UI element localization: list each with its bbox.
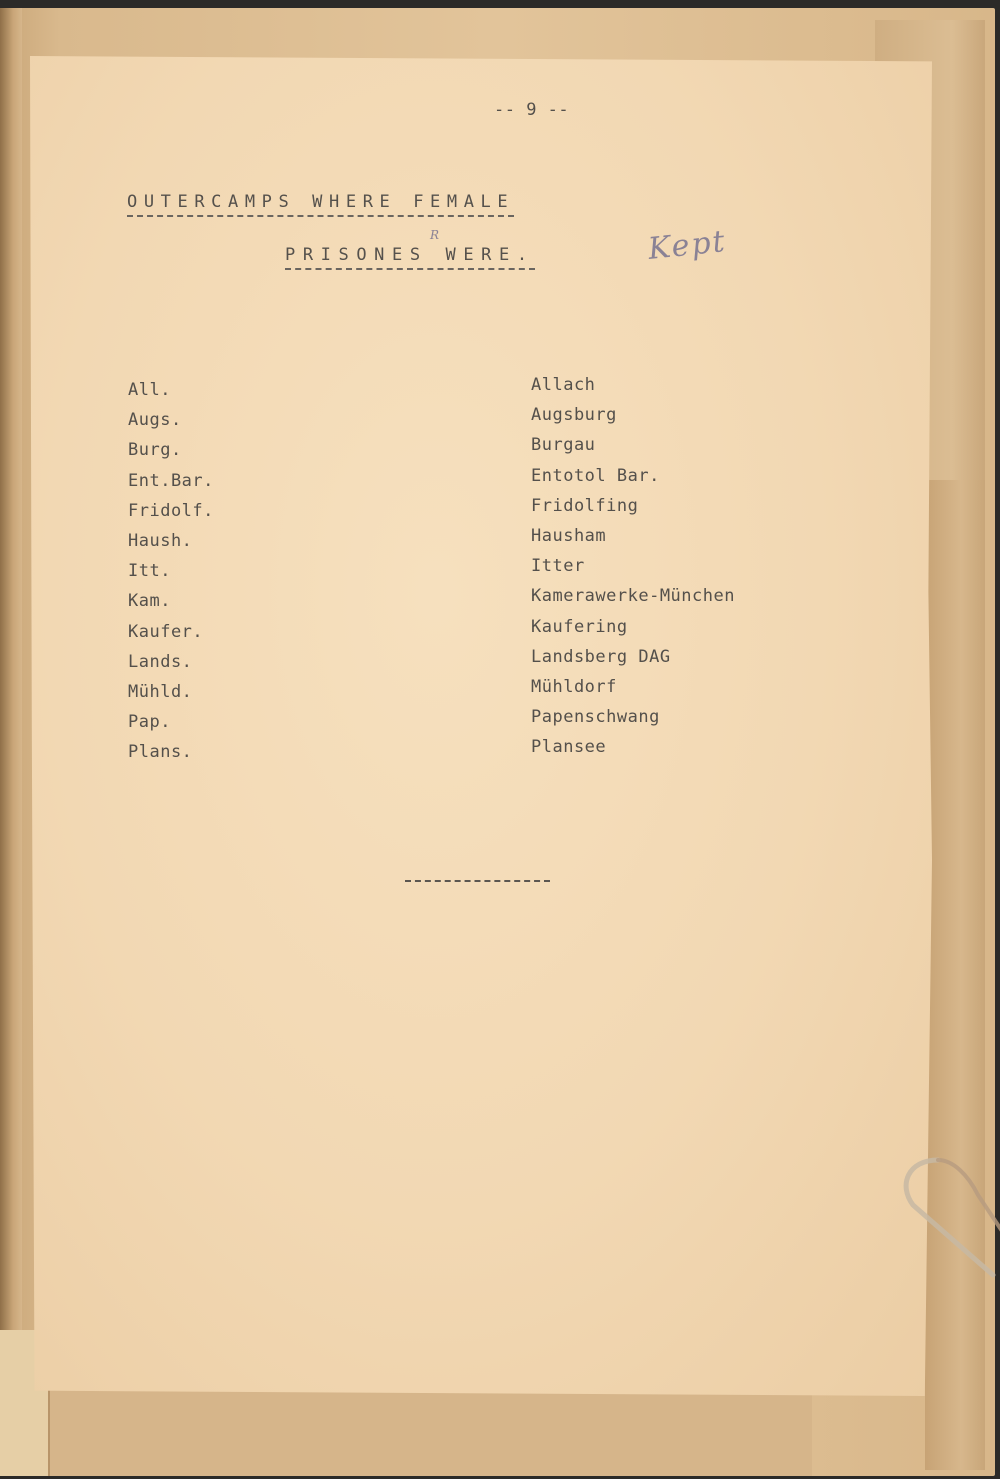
list-item-camp-name: Fridolfing	[531, 495, 639, 516]
list-item-abbreviation: Itt.	[128, 561, 171, 582]
page-title-line-1: OUTERCAMPS WHERE FEMALE	[127, 192, 514, 217]
folder-left-edge	[0, 8, 22, 1476]
list-item-camp-name: Plansee	[531, 737, 607, 758]
list-item-camp-name: Burgau	[531, 435, 596, 456]
page-number: -- 9 --	[494, 100, 570, 120]
list-item-camp-name: Papenschwang	[531, 707, 660, 728]
handwritten-note: Kept	[646, 223, 729, 268]
list-item-abbreviation: Plans.	[128, 742, 193, 763]
page-title-line-2: PRISONES WERE.	[285, 245, 535, 270]
list-item-abbreviation: Fridolf.	[128, 500, 214, 521]
list-item-abbreviation: Burg.	[128, 440, 182, 461]
list-item-camp-name: Itter	[531, 556, 585, 577]
list-item-abbreviation: Augs.	[128, 410, 182, 431]
list-item-abbreviation: All.	[128, 380, 171, 400]
list-item-camp-name: Allach	[531, 375, 596, 395]
separator-line	[405, 880, 550, 882]
list-item-abbreviation: Ent.Bar.	[128, 470, 214, 491]
list-item-abbreviation: Haush.	[128, 530, 193, 551]
list-item-camp-name: Augsburg	[531, 405, 617, 426]
handwritten-correction: R	[430, 228, 440, 242]
list-item-abbreviation: Kam.	[128, 591, 171, 612]
list-item-abbreviation: Mühld.	[128, 681, 193, 702]
abbreviation-list	[128, 375, 214, 767]
paper-clip-icon	[898, 1140, 1000, 1280]
camp-name-list	[531, 370, 735, 762]
folder-right-flap	[925, 480, 985, 1470]
list-item-camp-name: Kamerawerke-München	[531, 586, 735, 607]
list-item-camp-name: Landsberg DAG	[531, 646, 671, 667]
list-item-camp-name: Mühldorf	[531, 676, 617, 697]
list-item-abbreviation: Kaufer.	[128, 621, 204, 642]
list-item-abbreviation: Pap.	[128, 712, 171, 733]
list-item-camp-name: Hausham	[531, 525, 607, 546]
list-item-camp-name: Entotol Bar.	[531, 465, 660, 486]
list-item-camp-name: Kaufering	[531, 616, 628, 637]
list-item-abbreviation: Lands.	[128, 651, 193, 672]
